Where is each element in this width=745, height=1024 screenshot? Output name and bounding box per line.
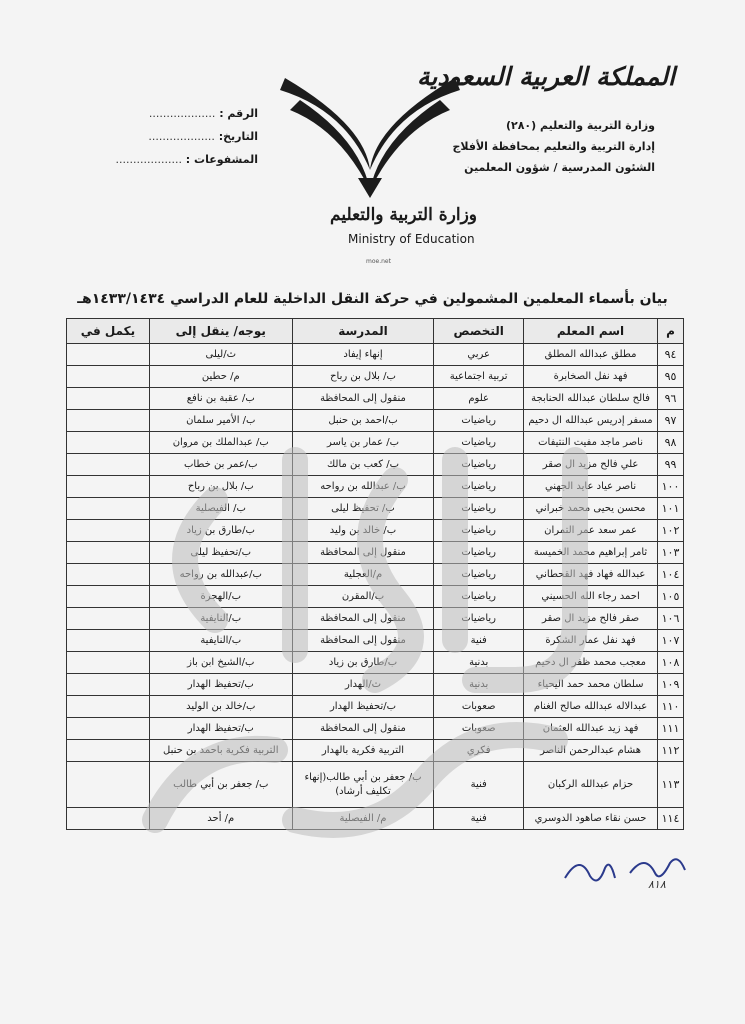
cell-num: ١٠٩ xyxy=(658,674,684,696)
cell-transfer: ب/الهجرة xyxy=(149,586,292,608)
kingdom-title: المملكة العربية السعودية xyxy=(416,62,675,91)
cell-name: فهد زيد عبدالله العثمان xyxy=(524,718,658,740)
attachments-dots: ................... xyxy=(115,153,182,166)
cell-num: ١٠٢ xyxy=(658,520,684,542)
cell-school: التربية فكرية بالهدار xyxy=(292,740,434,762)
cell-school: ب/ عبدالله بن رواحه xyxy=(292,476,434,498)
cell-transfer: ب/تحفيظ ليلى xyxy=(149,542,292,564)
cell-transfer: ب/ عقبة بن نافع xyxy=(149,388,292,410)
cell-name: معجب محمد ظفر ال دحيم xyxy=(524,652,658,674)
cell-school: ب/احمد بن حنبل xyxy=(292,410,434,432)
cell-num: ١٠٦ xyxy=(658,608,684,630)
cell-specialty: رياضيات xyxy=(434,476,524,498)
cell-name: فهد نفل الصخابرة xyxy=(524,366,658,388)
table-row xyxy=(67,344,684,366)
cell-school: منقول إلى المحافظة xyxy=(292,388,434,410)
cell-transfer: م/ حطين xyxy=(149,366,292,388)
cell-name: محسن يحيى محمد خبراني xyxy=(524,498,658,520)
cell-num: ١١٠ xyxy=(658,696,684,718)
cell-transfer: ب/ الأمير سلمان xyxy=(149,410,292,432)
cell-school: منقول إلى المحافظة xyxy=(292,542,434,564)
cell-specialty: فكري xyxy=(434,740,524,762)
header-complete: يكمل في xyxy=(67,319,150,344)
cell-name: سلطان محمد حمد اليحياء xyxy=(524,674,658,696)
cell-transfer: ب/ جعفر بن أبي طالب xyxy=(149,762,292,808)
cell-specialty: رياضيات xyxy=(434,498,524,520)
cell-school: ب/ جعفر بن أبي طالب(إنهاء تكليف أرشاد) xyxy=(292,762,434,808)
cell-school: م/العجلية xyxy=(292,564,434,586)
cell-transfer: ب/النايفية xyxy=(149,630,292,652)
logo-small-text: moe.net xyxy=(366,258,391,265)
date-label: التاريخ: xyxy=(218,130,258,143)
header-num: م xyxy=(658,319,684,344)
dept-line: الشئون المدرسية / شؤون المعلمين xyxy=(464,161,655,174)
cell-specialty: علوم xyxy=(434,388,524,410)
cell-num: ١٠٨ xyxy=(658,652,684,674)
cell-name: حزام عبدالله الركبان xyxy=(524,762,658,808)
cell-specialty: فنية xyxy=(434,630,524,652)
cell-num: ١٠١ xyxy=(658,498,684,520)
cell-complete xyxy=(67,344,150,366)
cell-name: هشام عبدالرحمن الناصر xyxy=(524,740,658,762)
cell-transfer: ب/عبدالله بن رواحه xyxy=(149,564,292,586)
ref-field xyxy=(118,107,258,120)
cell-num: ١٠٤ xyxy=(658,564,684,586)
cell-num: ١٠٣ xyxy=(658,542,684,564)
cell-school: ب/المقرن xyxy=(292,586,434,608)
cell-transfer: ب/ عبدالملك بن مروان xyxy=(149,432,292,454)
cell-school: منقول إلى المحافظة xyxy=(292,608,434,630)
cell-transfer: ب/طارق بن زياد xyxy=(149,520,292,542)
cell-transfer: ب/تحفيظ الهدار xyxy=(149,718,292,740)
cell-name: حسن نقاء صاهود الدوسري xyxy=(524,808,658,830)
cell-num: ١١٢ xyxy=(658,740,684,762)
header-specialty: التخصص xyxy=(434,319,524,344)
cell-num: ٩٥ xyxy=(658,366,684,388)
cell-school: ب/ تحفيظ ليلى xyxy=(292,498,434,520)
ref-label: الرقم : xyxy=(219,107,258,120)
admin-line: إدارة التربية والتعليم بمحافظة الأفلاج xyxy=(452,140,655,153)
attachments-field xyxy=(115,153,258,166)
cell-num: ١٠٠ xyxy=(658,476,684,498)
cell-school: ب/ بلال بن رباح xyxy=(292,366,434,388)
cell-transfer: ب/النايفية xyxy=(149,608,292,630)
logo-english-text: Ministry of Education xyxy=(348,232,475,246)
date-dots: ................... xyxy=(148,130,215,143)
cell-num: ٩٩ xyxy=(658,454,684,476)
cell-name: فالح سلطان عبدالله الحنابجة xyxy=(524,388,658,410)
cell-name: ثامر إبراهيم محمد الخميسة xyxy=(524,542,658,564)
cell-specialty: عربي xyxy=(434,344,524,366)
cell-specialty: رياضيات xyxy=(434,564,524,586)
cell-name: عبدالله فهاد فهد القحطاني xyxy=(524,564,658,586)
signature-note: ٨١٨ xyxy=(648,878,666,891)
cell-school: ب/ عمار بن ياسر xyxy=(292,432,434,454)
cell-num: ٩٦ xyxy=(658,388,684,410)
cell-num: ١١٣ xyxy=(658,762,684,808)
cell-specialty: رياضيات xyxy=(434,432,524,454)
document-title: بيان بأسماء المعلمين المشمولين في حركة النقل الداخلية للعام الدراسي ١٤٣٣/١٤٣٤هـ xyxy=(77,291,668,307)
table-header-row xyxy=(67,319,684,344)
cell-transfer: ث/ليلى xyxy=(149,344,292,366)
logo-arabic-text: وزارة التربية والتعليم xyxy=(330,205,477,225)
cell-transfer: ب/خالد بن الوليد xyxy=(149,696,292,718)
cell-num: ٩٤ xyxy=(658,344,684,366)
cell-school: ث/الهدار xyxy=(292,674,434,696)
header-school: المدرسة xyxy=(292,319,434,344)
cell-num: ١١١ xyxy=(658,718,684,740)
cell-school: منقول إلى المحافظة xyxy=(292,630,434,652)
cell-specialty: فنية xyxy=(434,808,524,830)
cell-name: عمر سعد عمر التمران xyxy=(524,520,658,542)
signature-icon xyxy=(560,848,690,893)
cell-complete xyxy=(67,366,150,388)
cell-name: علي فالح مزيد ال صقر xyxy=(524,454,658,476)
attachments-label: المشفوعات : xyxy=(185,153,258,166)
table-row xyxy=(67,388,684,410)
cell-name: مطلق عبدالله المطلق xyxy=(524,344,658,366)
cell-name: عبدالاله عبدالله صالح الغنام xyxy=(524,696,658,718)
cell-specialty: رياضيات xyxy=(434,608,524,630)
cell-num: ١٠٥ xyxy=(658,586,684,608)
cell-school: ب/تحفيظ الهدار xyxy=(292,696,434,718)
header-name: اسم المعلم xyxy=(524,319,658,344)
cell-specialty: رياضيات xyxy=(434,454,524,476)
cell-transfer: ب/تحفيظ الهدار xyxy=(149,674,292,696)
cell-num: ٩٧ xyxy=(658,410,684,432)
cell-num: ١٠٧ xyxy=(658,630,684,652)
cell-school: ب/ خالد بن وليد xyxy=(292,520,434,542)
cell-specialty: صعوبات xyxy=(434,718,524,740)
cell-specialty: بدنية xyxy=(434,674,524,696)
cell-specialty: رياضيات xyxy=(434,410,524,432)
cell-name: مسفر إدريس عبدالله ال دحيم xyxy=(524,410,658,432)
cell-specialty: تربية اجتماعية xyxy=(434,366,524,388)
cell-transfer: ب/الشيخ ابن باز xyxy=(149,652,292,674)
cell-school: إنهاء إيفاد xyxy=(292,344,434,366)
cell-name: ناصر ماجد مفيت النتيفات xyxy=(524,432,658,454)
cell-specialty: رياضيات xyxy=(434,520,524,542)
cell-specialty: رياضيات xyxy=(434,542,524,564)
watermark-icon xyxy=(95,420,615,900)
cell-complete xyxy=(67,388,150,410)
cell-transfer: م/ أحد xyxy=(149,808,292,830)
cell-school: ب/طارق بن زياد xyxy=(292,652,434,674)
cell-school: م/ الفيصلية xyxy=(292,808,434,830)
cell-num: ٩٨ xyxy=(658,432,684,454)
header-transfer: يوجه/ ينقل إلى xyxy=(149,319,292,344)
date-field xyxy=(118,130,258,143)
table-row xyxy=(67,366,684,388)
ministry-line: وزارة التربية والتعليم (٢٨٠) xyxy=(505,119,655,132)
cell-specialty: صعوبات xyxy=(434,696,524,718)
cell-num: ١١٤ xyxy=(658,808,684,830)
cell-transfer: ب/ الفيصلية xyxy=(149,498,292,520)
cell-school: منقول إلى المحافظة xyxy=(292,718,434,740)
cell-specialty: رياضيات xyxy=(434,586,524,608)
cell-transfer: التربية فكرية باحمد بن حنبل xyxy=(149,740,292,762)
cell-school: ب/ كعب بن مالك xyxy=(292,454,434,476)
cell-specialty: بدنية xyxy=(434,652,524,674)
cell-name: فهد نفل عمار الشكرة xyxy=(524,630,658,652)
cell-specialty: فنية xyxy=(434,762,524,808)
cell-name: احمد رجاء الله الحسيني xyxy=(524,586,658,608)
cell-transfer: ب/عمر بن خطاب xyxy=(149,454,292,476)
cell-name: ناصر عياد عايد الجهني xyxy=(524,476,658,498)
cell-name: صقر فالح مزيد ال صقر xyxy=(524,608,658,630)
cell-transfer: ب/ بلال بن رباح xyxy=(149,476,292,498)
ref-dots: ................... xyxy=(148,107,216,120)
ministry-logo-icon xyxy=(270,70,470,200)
